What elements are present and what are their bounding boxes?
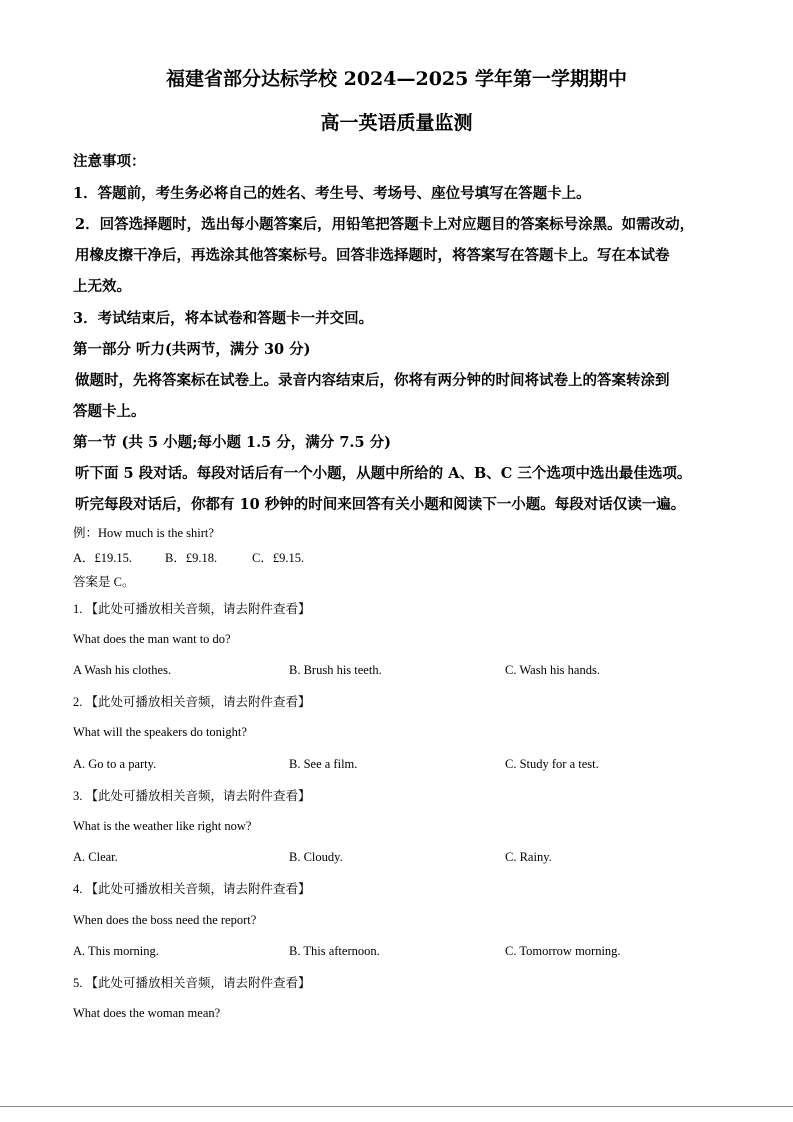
page-title: 福建省部分达标学校 2024—2025 学年第一学期期中: [166, 68, 627, 90]
example-answer: 答案是 C。: [73, 575, 135, 589]
question-3-option-a: A. Clear.: [73, 850, 118, 864]
example-option-a: A．£19.15.: [73, 551, 133, 565]
question-5-audio[interactable]: 5. 【此处可播放相关音频，请去附件查看】: [73, 976, 311, 990]
note-item-1: 1．答题前，考生务必将自己的姓名、考生号、考场号、座位号填写在答题卡上。: [73, 185, 591, 202]
example-option-c: C．£9.15.: [252, 551, 305, 565]
example-question: 例：How much is the shirt?: [73, 526, 214, 540]
question-3-option-b: B. Cloudy.: [289, 850, 343, 864]
question-4-text: When does the boss need the report?: [73, 913, 257, 927]
part1-heading: 第一部分 听力(共两节，满分 30 分): [73, 341, 311, 358]
page-bottom-rule: [0, 1106, 793, 1107]
question-3-text: What is the weather like right now?: [73, 819, 252, 833]
question-1-option-a: A Wash his clothes.: [73, 663, 172, 677]
question-3-audio[interactable]: 3. 【此处可播放相关音频，请去附件查看】: [73, 789, 311, 803]
note-item-2-line-1: 2．回答选择题时，选出每小题答案后，用铅笔把答题卡上对应题目的答案标号涂黑。如需改动，: [75, 216, 695, 233]
question-5-text: What does the woman mean?: [73, 1006, 221, 1020]
section1-instr-line-2: 听完每段对话后，你都有 10 秒钟的时间来回答有关小题和阅读下一小题。每段对话仅读一遍。: [75, 496, 686, 513]
page-subtitle: 高一英语质量监测: [320, 112, 473, 134]
note-item-2-line-3: 上无效。: [73, 278, 131, 295]
question-2-audio[interactable]: 2. 【此处可播放相关音频，请去附件查看】: [73, 695, 311, 709]
example-option-b: B．£9.18.: [165, 551, 218, 565]
note-item-3: 3．考试结束后，将本试卷和答题卡一并交回。: [73, 310, 374, 327]
part1-intro-line-2: 答题卡上。: [73, 403, 146, 420]
question-1-option-b: B. Brush his teeth.: [289, 663, 382, 677]
part1-intro-line-1: 做题时，先将答案标在试卷上。录音内容结束后，你将有两分钟的时间将试卷上的答案转涂到: [75, 372, 670, 389]
question-2-option-c: C. Study for a test.: [505, 757, 599, 771]
question-1-audio[interactable]: 1. 【此处可播放相关音频，请去附件查看】: [73, 602, 311, 616]
section1-instr-line-1: 听下面 5 段对话。每段对话后有一个小题，从题中所给的 A、B、C 三个选项中选出最佳选项。: [75, 465, 692, 482]
question-1-text: What does the man want to do?: [73, 632, 231, 646]
question-4-option-b: B. This afternoon.: [289, 944, 380, 958]
question-2-text: What will the speakers do tonight?: [73, 725, 247, 739]
notes-heading: 注意事项：: [73, 153, 146, 170]
question-2-option-a: A. Go to a party.: [73, 757, 157, 771]
question-4-option-a: A. This morning.: [73, 944, 159, 958]
question-3-option-c: C. Rainy.: [505, 850, 552, 864]
question-4-audio[interactable]: 4. 【此处可播放相关音频，请去附件查看】: [73, 882, 311, 896]
question-4-option-c: C. Tomorrow morning.: [505, 944, 621, 958]
section1-heading: 第一节 (共 5 小题;每小题 1.5 分，满分 7.5 分): [73, 434, 391, 451]
note-item-2-line-2: 用橡皮擦干净后，再选涂其他答案标号。回答非选择题时，将答案写在答题卡上。写在本试卷: [75, 247, 670, 264]
question-1-option-c: C. Wash his hands.: [505, 663, 600, 677]
question-2-option-b: B. See a film.: [289, 757, 358, 771]
